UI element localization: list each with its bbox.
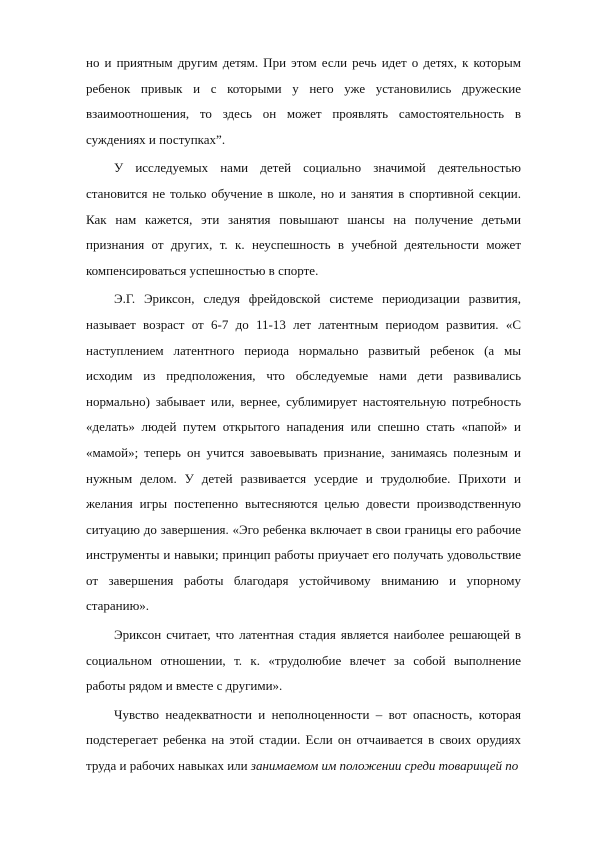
paragraph-erikson-latent-period: Э.Г. Эриксон, следуя фрейдовской системе периодизации развития, называет возраст от 6-7 до 11-13 лет латентным периодом развития. «С наступлением латентного периода нормально развитый ребенок (а мы исходим из предположения, что обследуемые нами дети развивались нормально) забывает или, вернее, сублимирует настоятельную потребность «делать» людей путем открытого нападения или спешно стать «папой» и «мамой»; теперь он учится завоевывать признание, занимаясь полезным и нужным делом. У детей развивается усердие и трудолюбие. Прихоти и желания игры постепенно вытесняются целью довести производственную ситуацию до завершения. «Эго ребенка включает в свои границы его рабочие инструменты и навыки; принцип работы приучает его получать удовольствие от завершения работы благодаря устойчивому вниманию и упорному старанию». (86, 291, 521, 614)
paragraph-text: Чувство неадекватности и неполноценности – вот опасность, которая подстерегает ребенка на этой стадии. Если он отчаивается в своих орудиях труда и рабочих навыках или (86, 706, 521, 774)
italic-text: занимаемом им положении среди товарищей по (250, 758, 519, 774)
document-page (86, 50, 521, 782)
paragraph-inadequacy-danger (86, 702, 521, 779)
paragraph-erikson-social-stage: Эриксон считает, что латентная стадия является наиболее решающей в социальном отношении, т. к. «трудолюбие влечет за собой выполнение работы рядом и вместе с другими». (86, 627, 521, 694)
paragraph-sports-activity: У исследуемых нами детей социально значимой деятельностью становится не только обучение в школе, но и занятия в спортивной секции. Как нам кажется, эти занятия повышают шансы на получение детьми признания от других, т. к. неуспешность в учебной деятельности может компенсироваться успешностью в спорте. (86, 160, 521, 278)
paragraph-continuation: но и приятным другим детям. При этом если речь идет о детях, к которым ребенок привык и с которыми у него уже установились дружеские взаимоотношения, то здесь он может проявлять самостоятельность в суждениях и поступках”. (86, 55, 521, 147)
